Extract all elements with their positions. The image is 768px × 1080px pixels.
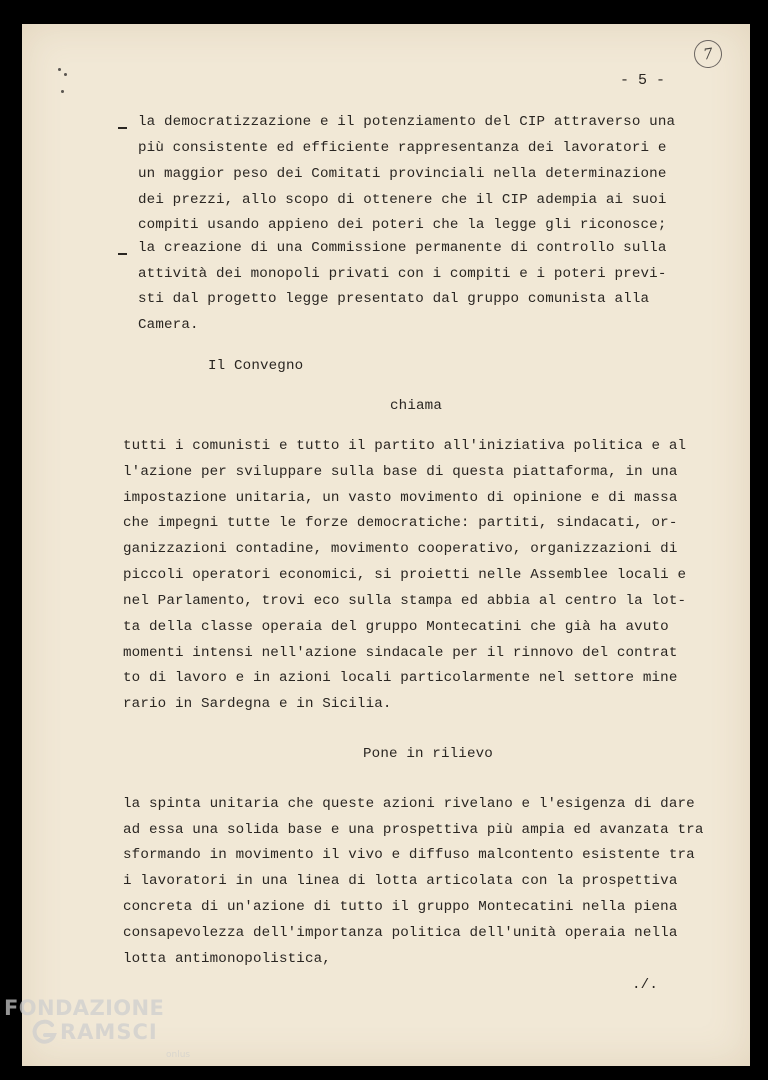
text-line: concreta di un'azione di tutto il gruppo Montecatini nella piena [123, 899, 678, 915]
text-line: nel Parlamento, trovi eco sulla stampa ed abbia al centro la lot- [123, 593, 687, 609]
text-line: impostazione unitaria, un vasto movimento di opinione e di massa [123, 490, 678, 506]
text-line: un maggior peso dei Comitati provinciali nella determinazione [138, 166, 667, 182]
section-heading: Pone in rilievo [363, 746, 493, 762]
text-line: la democratizzazione e il potenziamento del CIP attraverso una [138, 114, 676, 130]
text-line: che impegni tutte le forze democratiche: partiti, sindacati, or- [123, 515, 678, 531]
watermark-line2: RAMSCI [60, 1020, 158, 1044]
list-dash [118, 253, 127, 255]
margin-marks [58, 68, 70, 98]
list-dash [118, 127, 127, 129]
text-line: i lavoratori in una linea di lotta articolata con la prospettiva [123, 873, 678, 889]
text-line: tutti i comunisti e tutto il partito all'iniziativa politica e al [123, 438, 687, 454]
text-line: lotta antimonopolistica, [123, 951, 331, 967]
text-line: to di lavoro e in azioni locali particolarmente nel settore mine [123, 670, 678, 686]
text-line: ganizzazioni contadine, movimento cooperativo, organizzazioni di [123, 541, 678, 557]
text-line: la spinta unitaria che queste azioni rivelano e l'esigenza di dare [123, 796, 695, 812]
text-line: dei prezzi, allo scopo di ottenere che il CIP adempia ai suoi [138, 192, 667, 208]
watermark-line1: FONDAZIONE [4, 996, 165, 1020]
text-line: più consistente ed efficiente rappresentanza dei lavoratori e [138, 140, 667, 156]
gramsci-g-logo-icon [30, 1018, 58, 1046]
archive-page-stamp: 7 [692, 38, 724, 70]
page-number: - 5 - [620, 72, 666, 89]
text-line: Camera. [138, 317, 199, 333]
text-line: ta della classe operaia del gruppo Montecatini che già ha avuto [123, 619, 669, 635]
text-line: consapevolezza dell'importanza politica dell'unità operaia nella [123, 925, 678, 941]
text-line: piccoli operatori economici, si proietti nelle Assemblee locali e [123, 567, 687, 583]
text-line: sformando in movimento il vivo e diffuso malcontento esistente tra [123, 847, 695, 863]
continuation-mark: ./. [632, 977, 658, 993]
text-line: la creazione di una Commissione permanente di controllo sulla [138, 240, 667, 256]
text-line: compiti usando appieno dei poteri che la legge gli riconosce; [138, 217, 667, 233]
text-line: attività dei monopoli privati con i compiti e i poteri previ- [138, 266, 667, 282]
text-line: momenti intensi nell'azione sindacale per il rinnovo del contrat [123, 645, 678, 661]
text-line: l'azione per sviluppare sulla base di questa piattaforma, in una [123, 464, 678, 480]
watermark-suffix: onlus [166, 1050, 191, 1060]
document-page [22, 24, 750, 1066]
text-line: rario in Sardegna e in Sicilia. [123, 696, 392, 712]
section-heading: chiama [390, 398, 442, 414]
text-line: ad essa una solida base e una prospettiva più ampia ed avanzata tra [123, 822, 704, 838]
section-heading: Il Convegno [208, 358, 304, 374]
fondazione-gramsci-watermark [4, 996, 204, 1080]
text-line: sti dal progetto legge presentato dal gruppo comunista alla [138, 291, 650, 307]
